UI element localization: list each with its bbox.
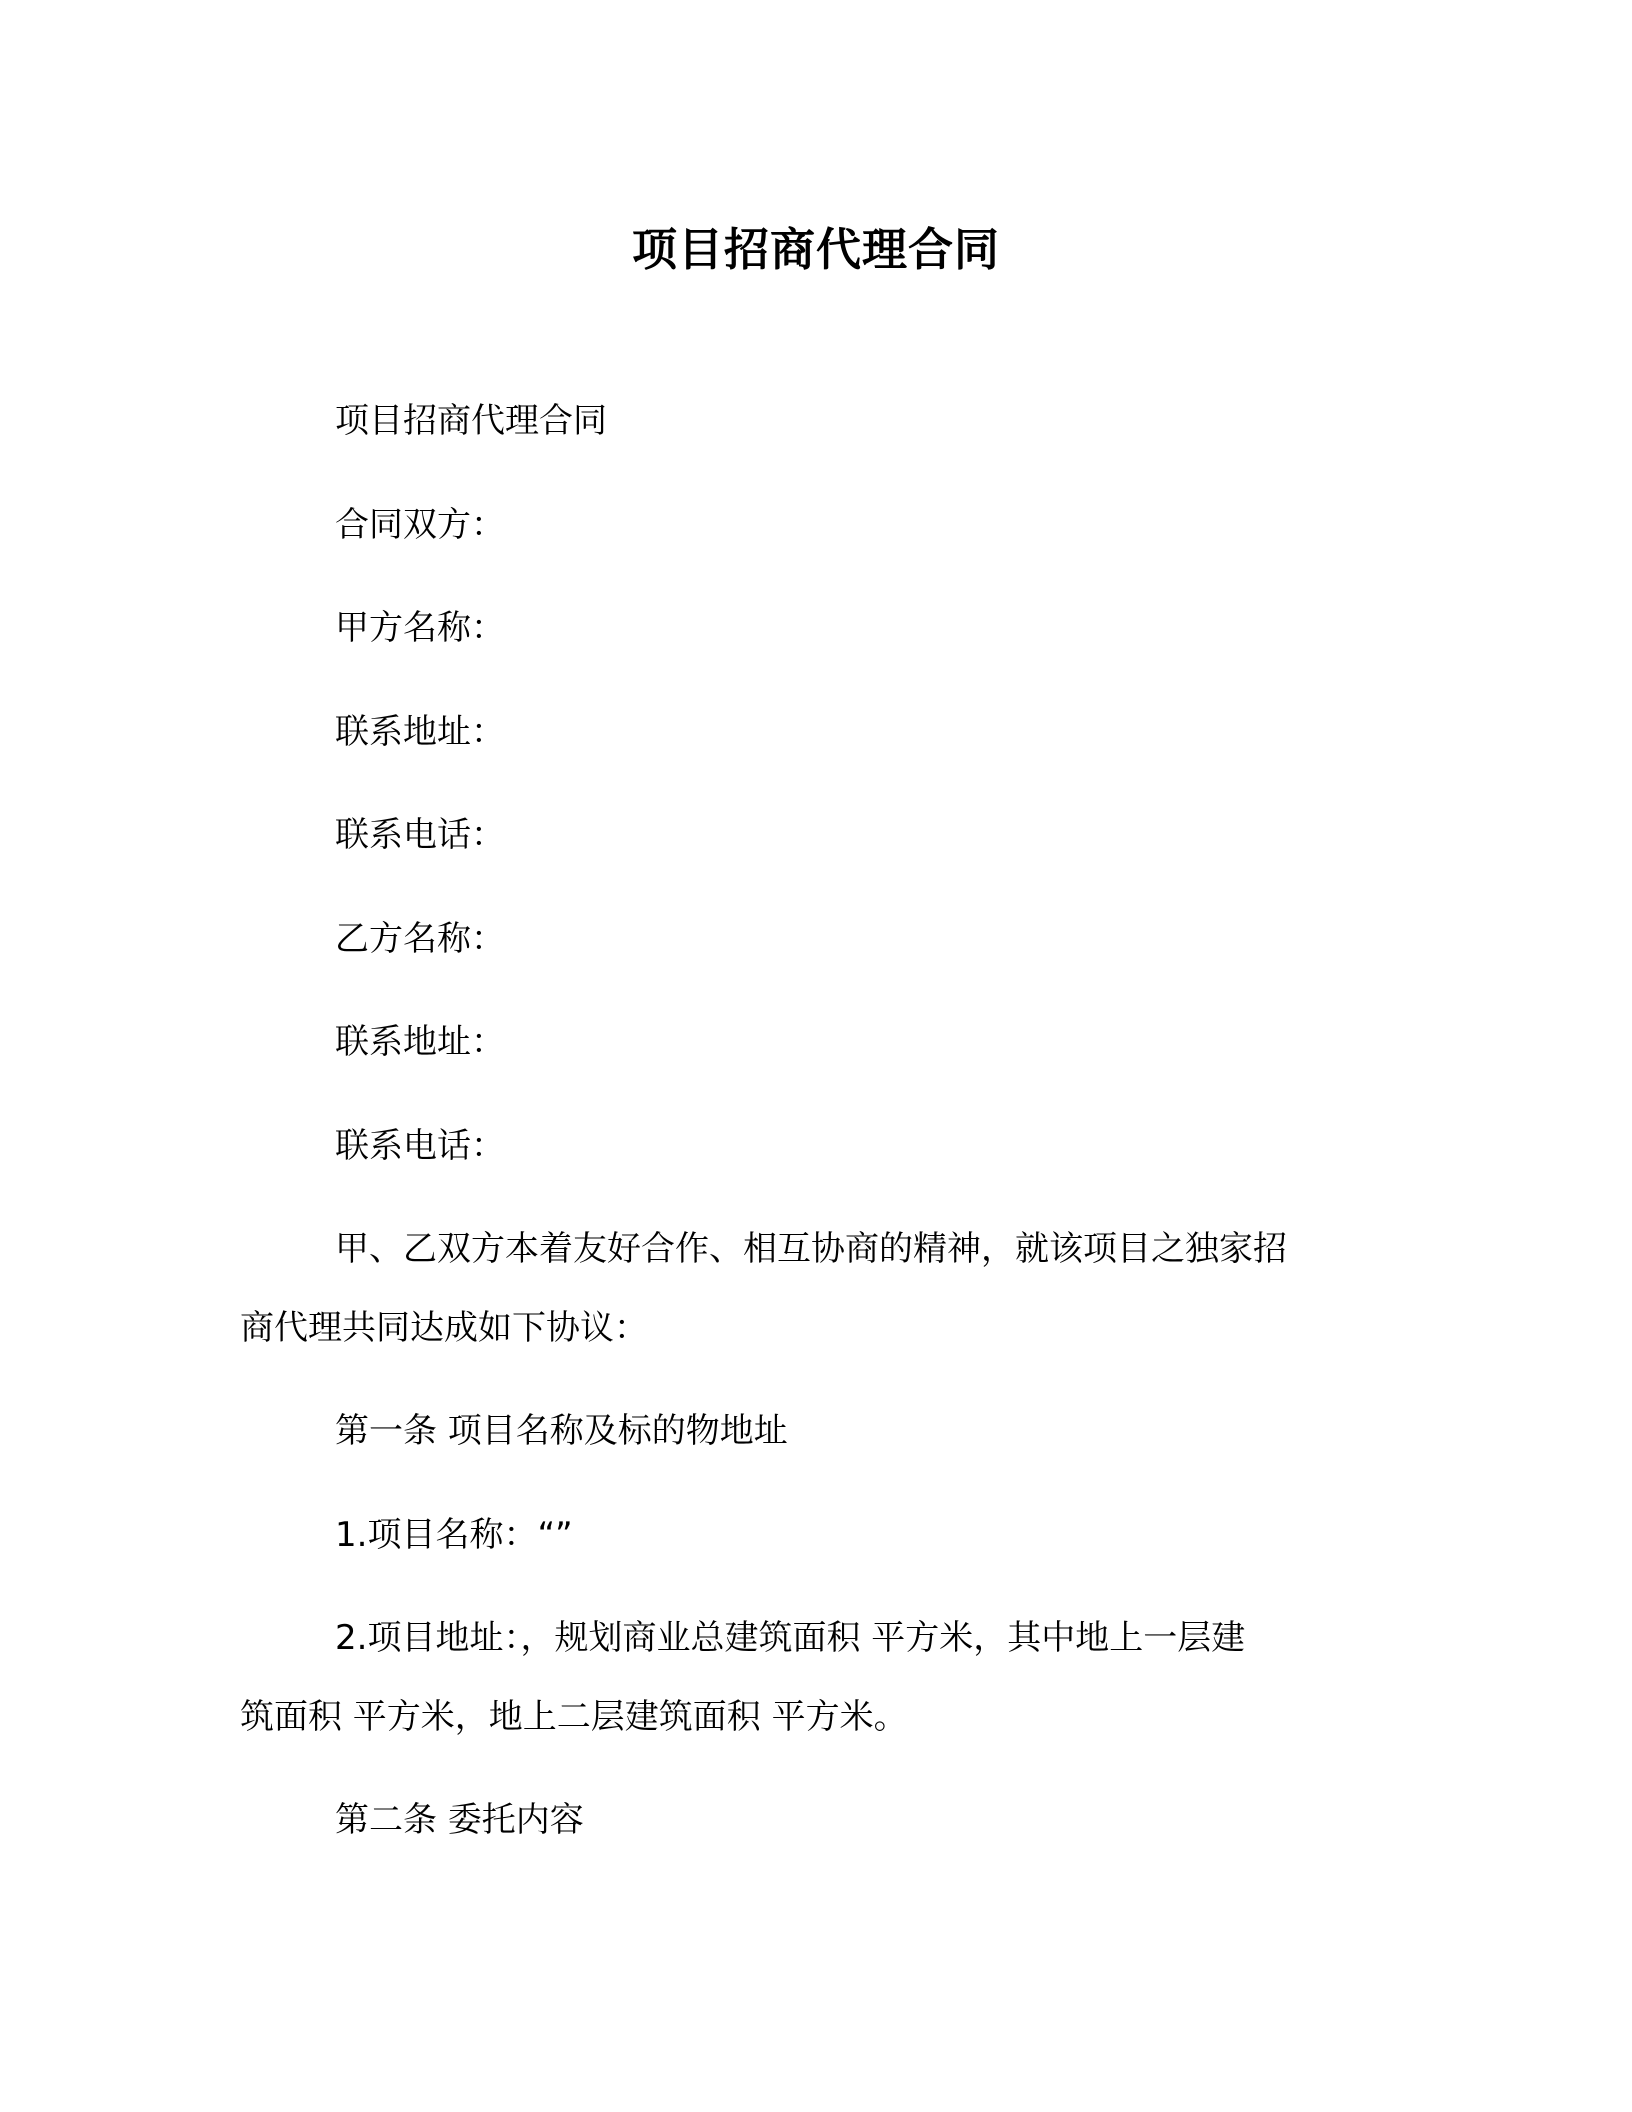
subtitle-line: 项目招商代理合同 xyxy=(335,401,607,441)
article-1-item-2-line-1: 2.项目地址：，规划商业总建筑面积 平方米，其中地上一层建 xyxy=(335,1618,1246,1658)
intro-paragraph-line-2: 商代理共同达成如下协议： xyxy=(240,1308,648,1348)
party-b-address-label: 联系地址： xyxy=(335,1022,505,1062)
party-a-address-label: 联系地址： xyxy=(335,712,505,752)
article-1-item-1: 1.项目名称：“” xyxy=(335,1515,573,1555)
party-a-phone-label: 联系电话： xyxy=(335,815,505,855)
article-1-heading: 第一条 项目名称及标的物地址 xyxy=(335,1411,788,1451)
article-1-item-2-line-2: 筑面积 平方米，地上二层建筑面积 平方米。 xyxy=(240,1697,908,1737)
parties-label: 合同双方： xyxy=(335,505,505,545)
party-b-name-label: 乙方名称： xyxy=(335,919,505,959)
intro-paragraph-line-1: 甲、乙双方本着友好合作、相互协商的精神，就该项目之独家招 xyxy=(335,1229,1287,1269)
party-a-name-label: 甲方名称： xyxy=(335,608,505,648)
document-title: 项目招商代理合同 xyxy=(631,223,1000,276)
party-b-phone-label: 联系电话： xyxy=(335,1126,505,1166)
article-2-heading: 第二条 委托内容 xyxy=(335,1800,584,1840)
